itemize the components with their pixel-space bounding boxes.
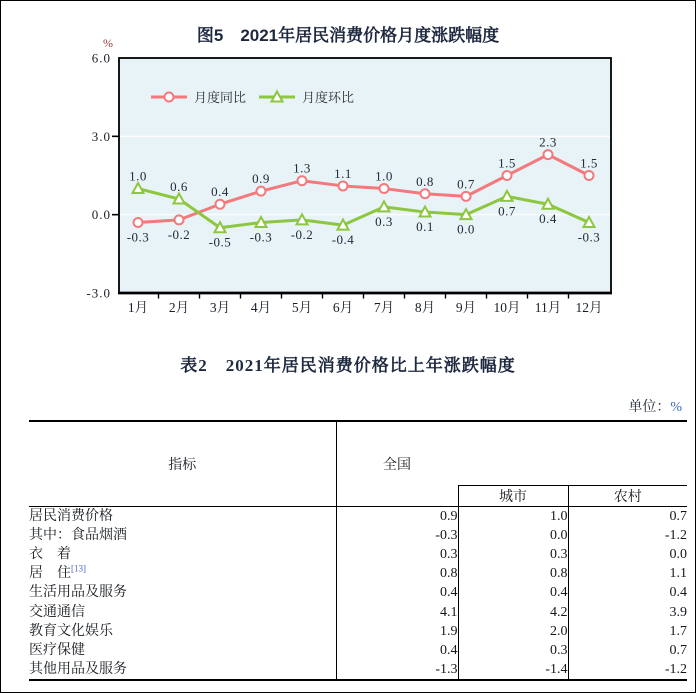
rural-value-cell: 0.7 xyxy=(568,506,687,526)
yoy-point-marker xyxy=(298,176,307,185)
y-tick-label: 0.0 xyxy=(91,207,111,223)
rural-value-cell: 1.1 xyxy=(568,564,687,583)
x-tick-label: 10月 xyxy=(493,300,521,315)
data-label: 0.7 xyxy=(498,203,516,219)
indicator-label: 居 住 xyxy=(29,566,71,582)
indicator-cell xyxy=(29,583,336,602)
national-value-cell: 1.9 xyxy=(336,622,458,641)
yoy-point-marker xyxy=(339,181,348,190)
national-value-cell: -1.3 xyxy=(336,660,458,680)
city-value-cell: 2.0 xyxy=(458,622,568,641)
data-label: -0.3 xyxy=(577,229,601,245)
data-label: -0.4 xyxy=(331,232,355,248)
data-label: 1.0 xyxy=(129,168,147,184)
yoy-point-marker xyxy=(134,218,143,227)
data-label: 0.1 xyxy=(416,219,434,235)
x-tick-label: 12月 xyxy=(575,300,603,315)
indicator-cell xyxy=(29,641,336,660)
y-tick-label: 6.0 xyxy=(91,50,111,66)
indicator-cell xyxy=(29,602,336,621)
indicator-cell xyxy=(29,564,336,583)
city-value-cell: 0.3 xyxy=(458,545,568,564)
data-label: -0.2 xyxy=(167,226,191,242)
data-label: 1.3 xyxy=(293,160,311,176)
x-tick-label: 6月 xyxy=(332,300,354,315)
y-tick-label: 3.0 xyxy=(91,128,111,144)
data-label: 0.3 xyxy=(375,213,393,229)
yoy-point-marker xyxy=(380,184,389,193)
rural-value-cell: 0.4 xyxy=(568,583,687,602)
x-tick-label: 2月 xyxy=(168,300,190,315)
indicator-label: 居民消费价格 xyxy=(29,508,113,524)
table-row xyxy=(29,641,687,660)
legend-label: 月度同比 xyxy=(194,90,247,105)
data-label: 0.6 xyxy=(170,179,188,194)
national-value-cell: 0.9 xyxy=(336,506,458,526)
data-label: -0.5 xyxy=(208,234,232,250)
column-header-national: 全国 xyxy=(336,421,458,506)
data-label: 0.7 xyxy=(457,176,475,192)
data-label: 0.8 xyxy=(416,173,434,189)
indicator-label: 交通通信 xyxy=(29,604,85,620)
x-tick-label: 1月 xyxy=(127,300,149,315)
data-label: 0.4 xyxy=(211,184,229,200)
unit-prefix-label: 单位： xyxy=(628,400,671,415)
column-header-indicator: 指标 xyxy=(29,421,336,506)
indicator-label: 教育文化娱乐 xyxy=(29,623,113,639)
table-row xyxy=(29,506,687,526)
qizhong-prefix: 其中： xyxy=(29,527,71,543)
indicator-cell xyxy=(29,622,336,641)
indicator-label: 食品烟酒 xyxy=(71,527,127,543)
footnote-link[interactable]: [13] xyxy=(71,564,86,574)
city-value-cell: 1.0 xyxy=(458,506,568,526)
indicator-cell xyxy=(29,545,336,564)
x-tick-label: 4月 xyxy=(250,300,272,315)
national-value-cell: 0.3 xyxy=(336,545,458,564)
data-label: 1.5 xyxy=(498,155,516,171)
chart-title: 图5 2021年居民消费价格月度涨跌幅度 xyxy=(196,26,500,45)
plot-area xyxy=(119,58,611,293)
indicator-cell xyxy=(29,506,336,526)
x-tick-label: 7月 xyxy=(373,300,395,315)
rural-value-cell: -1.2 xyxy=(568,660,687,680)
indicator-cell xyxy=(29,660,336,680)
x-tick-label: 3月 xyxy=(209,300,231,315)
rural-value-cell: 0.7 xyxy=(568,641,687,660)
unit-percent-label: % xyxy=(670,400,682,415)
data-label: 2.3 xyxy=(539,134,557,150)
table-row xyxy=(29,602,687,621)
city-value-cell: 0.3 xyxy=(458,641,568,660)
table-row xyxy=(29,526,687,545)
yoy-point-marker xyxy=(421,189,430,198)
national-value-cell: 0.4 xyxy=(336,583,458,602)
table-title: 表2 2021年居民消费价格比上年涨跌幅度 xyxy=(180,356,516,375)
indicator-label: 生活用品及服务 xyxy=(29,585,127,601)
cpi-monthly-line-chart xyxy=(1,1,696,336)
table-row xyxy=(29,545,687,564)
y-axis-unit: % xyxy=(103,36,113,50)
table-row xyxy=(29,622,687,641)
header-row-1 xyxy=(29,421,687,485)
table-row xyxy=(29,660,687,680)
national-value-cell: 0.4 xyxy=(336,641,458,660)
data-label: 1.1 xyxy=(334,165,352,181)
yoy-point-marker xyxy=(503,171,512,180)
data-label: -0.3 xyxy=(126,229,150,245)
x-tick-label: 8月 xyxy=(414,300,436,315)
yoy-point-marker xyxy=(462,192,471,201)
data-label: 0.9 xyxy=(252,171,270,187)
x-tick-label: 11月 xyxy=(534,300,562,315)
national-value-cell: 4.1 xyxy=(336,602,458,621)
national-value-cell: 0.8 xyxy=(336,564,458,583)
yoy-point-marker xyxy=(216,200,225,209)
table-row xyxy=(29,564,687,583)
data-label: -0.2 xyxy=(290,226,314,242)
rural-value-cell: 0.0 xyxy=(568,545,687,564)
data-label: 0.4 xyxy=(539,211,557,227)
data-label: 1.5 xyxy=(580,155,598,171)
indicator-label: 其他用品及服务 xyxy=(29,662,127,678)
column-header-rural: 农村 xyxy=(568,485,687,506)
indicator-label: 医疗保健 xyxy=(29,642,85,658)
y-tick-label: -3.0 xyxy=(86,285,111,301)
legend-marker xyxy=(165,93,174,102)
indicator-cell xyxy=(29,526,336,545)
rural-value-cell: -1.2 xyxy=(568,526,687,545)
legend-label: 月度环比 xyxy=(302,90,355,105)
yoy-point-marker xyxy=(544,150,553,159)
x-tick-label: 9月 xyxy=(455,300,477,315)
indicator-label: 衣 着 xyxy=(29,546,71,562)
data-label: -0.3 xyxy=(249,229,273,245)
table-row xyxy=(29,583,687,602)
rural-value-cell: 3.9 xyxy=(568,602,687,621)
rural-value-cell: 1.7 xyxy=(568,622,687,641)
city-value-cell: 0.0 xyxy=(458,526,568,545)
data-label: 1.0 xyxy=(375,168,393,184)
city-value-cell: 0.4 xyxy=(458,583,568,602)
yoy-point-marker xyxy=(175,215,184,224)
table-unit xyxy=(628,396,682,416)
header-spacer xyxy=(458,421,687,485)
city-value-cell: 4.2 xyxy=(458,602,568,621)
yoy-point-marker xyxy=(585,171,594,180)
data-label: 0.0 xyxy=(457,221,475,237)
column-header-city: 城市 xyxy=(458,485,568,506)
city-value-cell: 0.8 xyxy=(458,564,568,583)
yoy-point-marker xyxy=(257,187,266,196)
city-value-cell: -1.4 xyxy=(458,660,568,680)
x-tick-label: 5月 xyxy=(291,300,313,315)
national-value-cell: -0.3 xyxy=(336,526,458,545)
cpi-comparison-table xyxy=(29,420,687,681)
